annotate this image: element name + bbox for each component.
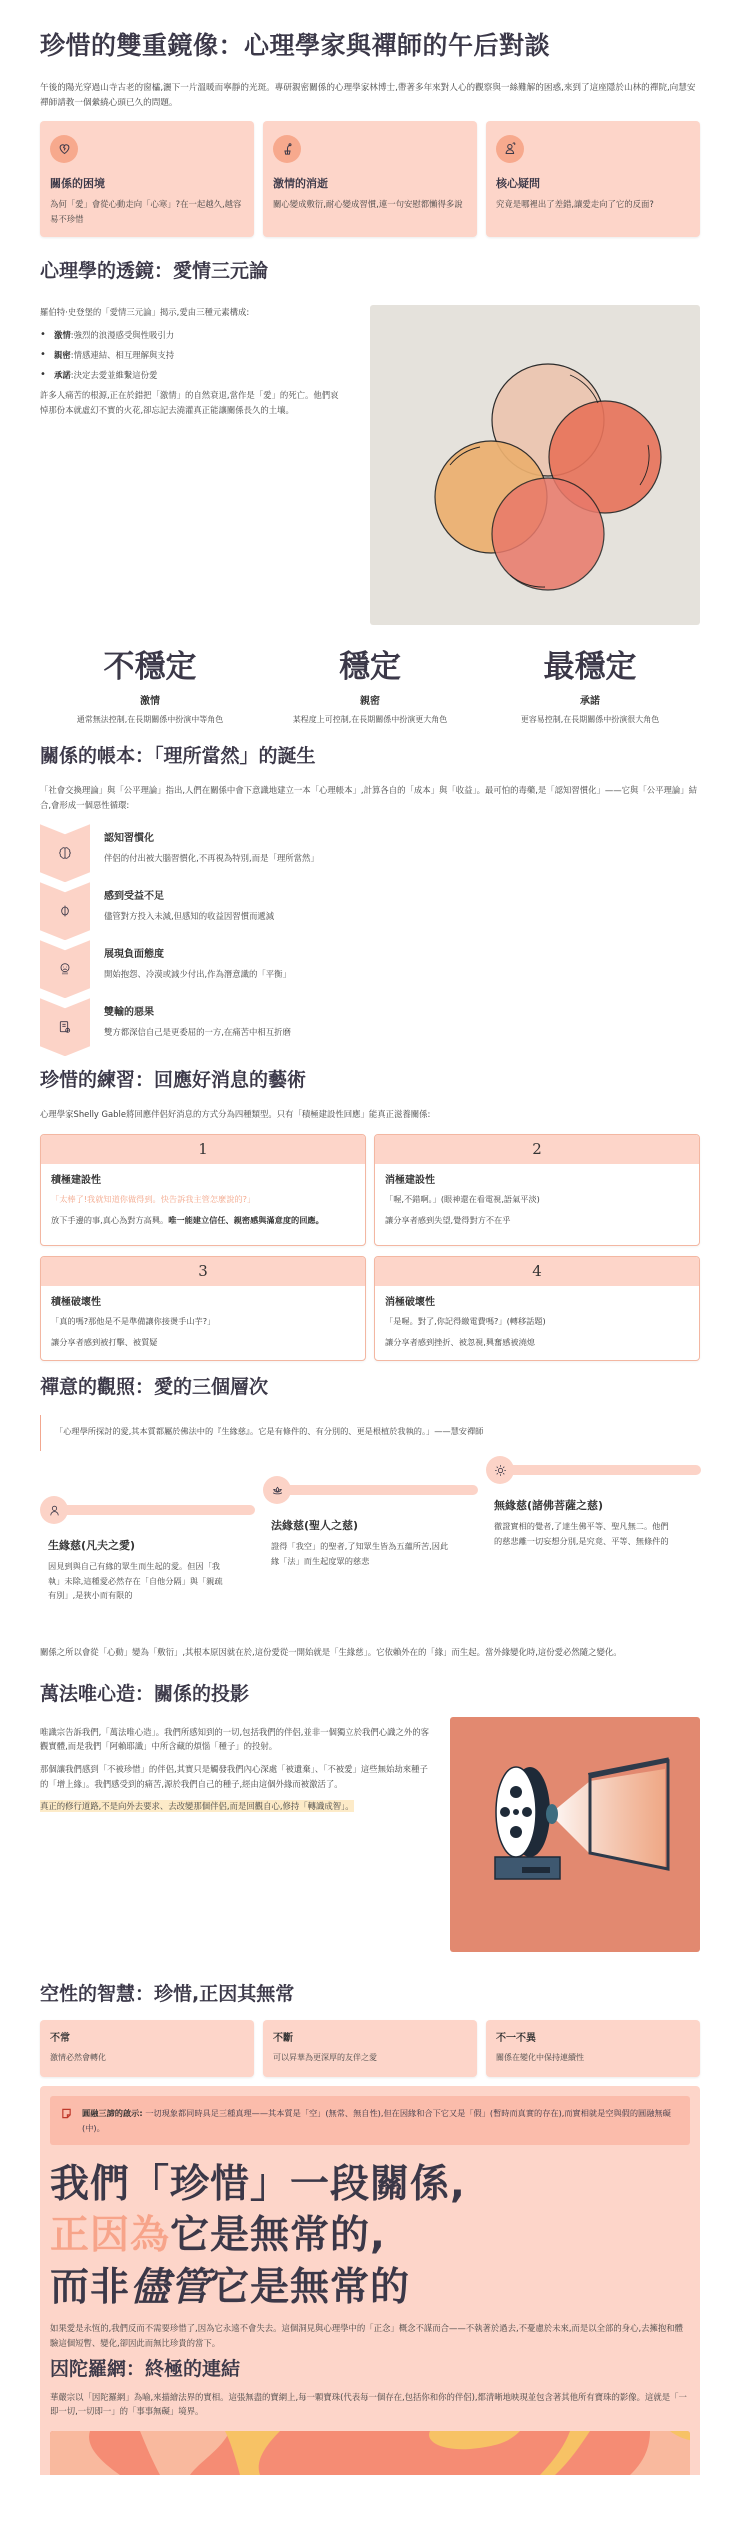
list-item: • 激情:強烈的浪漫感受與性吸引力 (40, 328, 340, 342)
triangle-lead: 羅伯特·史登堡的「愛情三元論」揭示,愛由三種元素構成: (40, 307, 250, 318)
stability-row (40, 649, 700, 726)
triangle-section (40, 305, 700, 625)
section-heading-zen: 禪意的觀照：愛的三個層次 (40, 1375, 269, 1398)
intro-card-passion (263, 121, 477, 237)
three-truths-callout: 圓融三諦的啟示: 一切現象都同時具足三種真理——其本質是「空」(無常、無自性),但在因緣和合下它又是「假」(暫時而真實的存在),而實相就是空與假的圓融無礙(中)。 (50, 2096, 690, 2145)
step-item: 感到受益不足 儘管對方投入未減,但感知的收益因習慣而遞減 (40, 882, 700, 940)
progress-bar (283, 1485, 478, 1495)
section-heading-triangle: 心理學的透鏡：愛情三元論 (40, 259, 269, 282)
intro-paragraph: 午後的陽光穿過山寺古老的窗櫺,灑下一片溫暖而寧靜的光斑。專研親密關係的心理學家林博士,帶著多年來對人心的觀察與一絲難解的困惑,來到了這座隱於山林的禪院,向慧安禪師請教一個縈繞心頭已久的問題。 (40, 82, 696, 108)
response-card-passive-destructive: 4 消極破壞性 「是喔。對了,你記得繳電費嗎?」(轉移話題) 讓分享者感到挫折、被忽視,興奮感被澆熄 (374, 1256, 700, 1361)
projection-section (40, 1725, 700, 1952)
highlighted-text: 真正的修行道路,不是向外去要求、去改變那個伴侶,而是回觀自心,修持「轉識成智」。 (40, 1801, 354, 1812)
progress-bar (506, 1465, 701, 1475)
list-item: • 親密:情感連結、相互理解與支持 (40, 348, 340, 362)
card-title: 核心疑問 (496, 176, 540, 190)
note-icon (61, 2108, 72, 2119)
level-buddha-compassion: 無緣慈(諸佛菩薩之慈) 徹證實相的覺者,了達生佛平等、聖凡無二。他們的慈悲離一切妄想分別,是究竟、平等、無條件的 (486, 1455, 701, 1548)
response-card-passive-constructive: 2 消極建設性 「喔,不錯啊。」(眼神還在看電視,語氣平淡) 讓分享者感到失望,覺得對方不在乎 (374, 1134, 700, 1246)
triangle-text (40, 305, 340, 625)
progress-bar (60, 1505, 255, 1515)
indra-net-heading: 因陀羅網：終極的連結 (50, 2357, 241, 2380)
card-text: 究竟是哪裡出了差錯,讓愛走向了它的反面? (496, 199, 654, 210)
stability-commitment: 最穩定 承諾 更容易控制,在長期關係中扮演很大角色 (520, 649, 660, 724)
level-sage-compassion: 法緣慈(聖人之慈) 證得「我空」的聖者,了知眾生皆為五蘊所苦,因此緣「法」而生起度眾的慈悲 (263, 1475, 478, 1568)
indra-net-paragraph: 華嚴宗以「因陀羅網」為喻,來描繪法界的實相。這張無盡的寶網上,每一顆寶珠(代表每一個存在,包括你和你的伴侶),都清晰地映現並包含著其他所有寶珠的影像。這就是「一即一切,一切即一」的「事事無礙」境界。 (50, 2391, 687, 2417)
projection-text: 唯識宗告訴我們,「萬法唯心造」。我們所感知到的一切,包括我們的伴侶,並非一個獨立於我們心識之外的客觀實體,而是我們「阿賴耶識」中所含藏的煩惱「種子」的投射。 那個讓我們感到「不被珍惜」的伴侶,其實只是觸發我們內心深處「被遺棄」、「不被愛」這些無始劫來種子的「增上緣」。我們感受到的痛苦,源於我們自己的種子,經由這個外緣而被激活了。 真正的修行道路,不是向外去要求、去改變那個伴侶,而是回觀自心,修持「轉識成智」。 (40, 1726, 430, 1812)
triangle-body: 許多人痛苦的根源,正在於錯把「激情」的自然衰退,當作是「愛」的死亡。他們哀悼那份本就虛幻不實的火花,卻忘記去澆灌真正能讓關係長久的土壤。 (40, 390, 339, 416)
card-title: 關係的困境 (50, 176, 105, 190)
intro-card-question (486, 121, 700, 237)
responses-intro: 心理學家Shelly Gable將回應伴侶好消息的方式分為四種類型。只有「積極建設性回應」能真正滋養關係: (40, 1108, 431, 1119)
intro-card-dilemma (40, 121, 254, 237)
levels-conclusion: 關係之所以會從「心動」變為「敷衍」,其根本原因就在於,這份愛從一開始就是「生緣慈」。它依賴外在的「緣」而生起。當外緣變化時,這份愛必然隨之變化。 (40, 1647, 622, 1658)
person-question-icon (496, 135, 524, 163)
card-text: 關心變成敷衍,耐心變成習慣,連一句安慰都懶得多說 (273, 199, 463, 210)
brain-icon (40, 824, 90, 882)
vicious-cycle-steps (40, 824, 700, 1056)
intro-cards (40, 121, 700, 237)
triangle-list (40, 328, 340, 383)
truth-card: 不一不異 關係在變化中保持連續性 (486, 2020, 700, 2077)
step-item: 雙輸的惡果 雙方都深信自己是更委屈的一方,在痛苦中相互折磨 (40, 998, 700, 1056)
card-text: 為何「愛」會從心動走向「心寒」?在一起越久,越容易不珍惜 (50, 199, 242, 224)
wilting-flower-icon (273, 135, 301, 163)
love-levels (40, 1455, 700, 1645)
stability-intimacy: 穩定 親密 某程度上可控制,在長期關係中扮演更大角色 (292, 649, 448, 724)
section-heading-ledger: 關係的帳本：「理所當然」的誕生 (40, 745, 316, 768)
section-heading-responses: 珍惜的練習：回應好消息的藝術 (40, 1069, 307, 1092)
response-types-grid (40, 1134, 700, 1361)
stability-passion: 不穩定 激情 通常無法控制,在長期關係中扮演中等角色 (76, 649, 224, 724)
zen-master-quote: 「心理學所探討的愛,其本質都屬於佛法中的『生緣慈』。它是有條件的、有分別的、更是根植於我執的。」——慧安禪師 (40, 1415, 700, 1451)
indra-net-image (50, 2431, 690, 2475)
step-item: 展現負面態度 開始抱怨、冷漠或減少付出,作為潛意識的「平衡」 (40, 940, 700, 998)
section-heading-emptiness: 空性的智慧：珍惜,正因其無常 (40, 1982, 295, 2005)
list-item: • 承諾:決定去愛並維繫這份愛 (40, 368, 340, 382)
truth-card: 不常 激情必然會轉化 (40, 2020, 254, 2077)
document-badge-icon (40, 998, 90, 1056)
response-card-active-constructive: 1 積極建設性 「太棒了!我就知道你做得到。快告訴我主管怎麼說的?」 放下手邊的事,真心為對方高興。唯一能建立信任、親密感與滿意度的回應。 (40, 1134, 366, 1246)
section-heading-projection: 萬法唯心造：關係的投影 (40, 1682, 250, 1705)
step-item: 認知習慣化 伴侶的付出被大腦習慣化,不再視為特別,而是「理所當然」 (40, 824, 700, 882)
page-title: 珍惜的雙重鏡像：心理學家與禪師的午后對談 (40, 31, 551, 60)
truth-card: 不斷 可以昇華為更深厚的友伴之愛 (263, 2020, 477, 2077)
level-ordinary-love: 生緣慈(凡夫之愛) 因見到與自己有緣的眾生而生起的愛。但因「我執」未除,這種愛必然存在「自他分隔」與「親疏有別」,是狹小而有限的 (40, 1495, 255, 1603)
broken-heart-icon (50, 135, 78, 163)
central-statement: 我們「珍惜」一段關係, 正因為它是無常的, 而非儘管它是無常的 (50, 2162, 466, 2310)
ledger-intro: 「社會交換理論」與「公平理論」指出,人們在關係中會下意識地建立一本「心理帳本」,計算各自的「成本」與「收益」。最可怕的毒藥,是「認知習慣化」——它與「公平理論」結合,會形成一個惡性循環: (40, 784, 698, 810)
overlapping-circles-image (370, 305, 700, 625)
impermanence-paragraph: 如果愛是永恆的,我們反而不需要珍惜了,因為它永遠不會失去。這個洞見與心理學中的「正念」概念不謀而合——不執著於過去,不憂慮於未來,而是以全部的身心,去擁抱和體驗這個短暫、變化,卻因此而無比珍貴的當下。 (50, 2323, 684, 2349)
three-truths-cards (40, 2020, 700, 2077)
card-title: 激情的消逝 (273, 176, 328, 190)
diminish-icon (40, 882, 90, 940)
film-projector-image (450, 1717, 700, 1952)
response-card-active-destructive: 3 積極破壞性 「真的嗎?那他是不是準備讓你接燙手山芋?」 讓分享者感到被打擊、被質疑 (40, 1256, 366, 1361)
sad-face-icon (40, 940, 90, 998)
conclusion-panel (40, 2086, 700, 2475)
